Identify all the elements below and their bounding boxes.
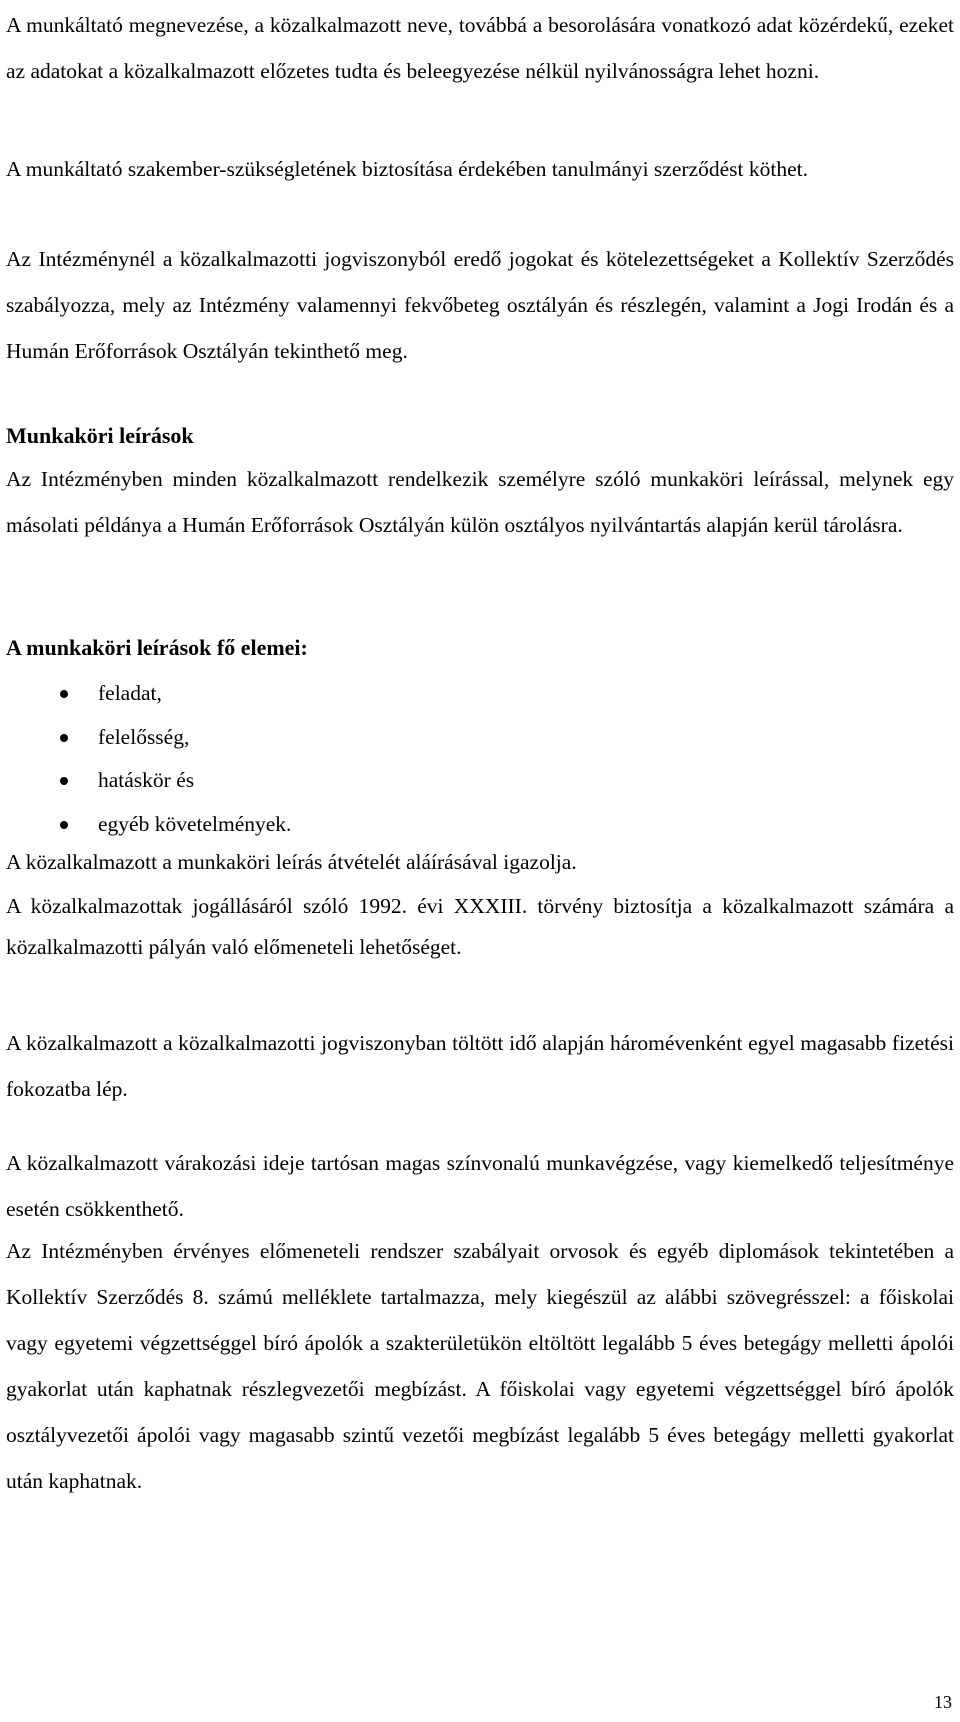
paragraph-promotion-system: Az Intézményben érvényes előmeneteli rendszer szabályait orvosok és egyéb diplomások tekintetében a Kollektív Szerződés 8. számú melléklete tartalmazza, mely kiegészül az alábbi szövegrésszel: a főiskolai vagy egyetemi végzettséggel bíró ápolók a szakterületükön eltöltött legalább 5 éves betegágy melletti ápolói gyakorlat után kaphatnak részlegvezetői megbízást. A főiskolai vagy egyetemi végzettséggel bíró ápolók osztályvezetői ápolói vagy magasabb szintű vezetői megbízást legalább 5 éves betegágy melletti gyakorlat után kaphatnak. <box>6 1239 954 1493</box>
paragraph-career-law: A közalkalmazottak jogállásáról szóló 1992. évi XXXIII. törvény biztosítja a közalkalmazott számára a közalkalmazotti pályán való előmeneteli lehetőséget. <box>6 894 954 959</box>
list-item-label: egyéb követelmények. <box>98 811 292 836</box>
heading-main-elements: A munkaköri leírások fő elemei: <box>6 635 308 660</box>
page-number: 13 <box>934 1692 952 1712</box>
list-item-label: felelősség, <box>98 724 190 749</box>
list-item <box>0 672 291 716</box>
job-description-elements-list <box>0 672 291 846</box>
paragraph-salary-grade: A közalkalmazott a közalkalmazotti jogviszonyban töltött idő alapján háromévenként egyel magasabb fizetési fokozatba lép. <box>6 1031 954 1101</box>
bullet-icon <box>60 821 68 829</box>
paragraph-collective-agreement: Az Intézménynél a közalkalmazotti jogviszonyból eredő jogokat és kötelezettségeket a Kollektív Szerződés szabályozza, mely az Intézmény valamennyi fekvőbeteg osztályán és részlegén, valamint a Jogi Irodán és a Humán Erőforrások Osztályán tekinthető meg. <box>6 247 954 363</box>
list-item <box>0 803 291 847</box>
list-item <box>0 759 291 803</box>
heading-job-descriptions: Munkaköri leírások <box>6 423 194 448</box>
list-item-label: feladat, <box>98 681 162 705</box>
paragraph-public-data: A munkáltató megnevezése, a közalkalmazott neve, továbbá a besorolására vonatkozó adat közérdekű, ezeket az adatokat a közalkalmazott előzetes tudta és beleegyezése nélkül nyilvánosságra lehet hozni. <box>6 13 954 83</box>
bullet-icon <box>60 734 68 742</box>
list-item-label: hatáskör és <box>98 768 195 792</box>
paragraph-study-contract: A munkáltató szakember-szükségletének biztosítása érdekében tanulmányi szerződést köthet. <box>6 157 808 181</box>
list-item <box>0 716 291 760</box>
bullet-icon <box>60 690 68 698</box>
paragraph-signature-confirmation: A közalkalmazott a munkaköri leírás átvételét aláírásával igazolja. <box>6 850 577 874</box>
paragraph-job-description-storage: Az Intézményben minden közalkalmazott rendelkezik személyre szóló munkaköri leírással, melynek egy másolati példánya a Humán Erőforrások Osztályán külön osztályos nyilvántartás alapján kerül tárolásra. <box>6 467 954 537</box>
paragraph-waiting-period: A közalkalmazott várakozási ideje tartósan magas színvonalú munkavégzése, vagy kiemelkedő teljesítménye esetén csökkenthető. <box>6 1151 954 1221</box>
bullet-icon <box>60 777 68 785</box>
